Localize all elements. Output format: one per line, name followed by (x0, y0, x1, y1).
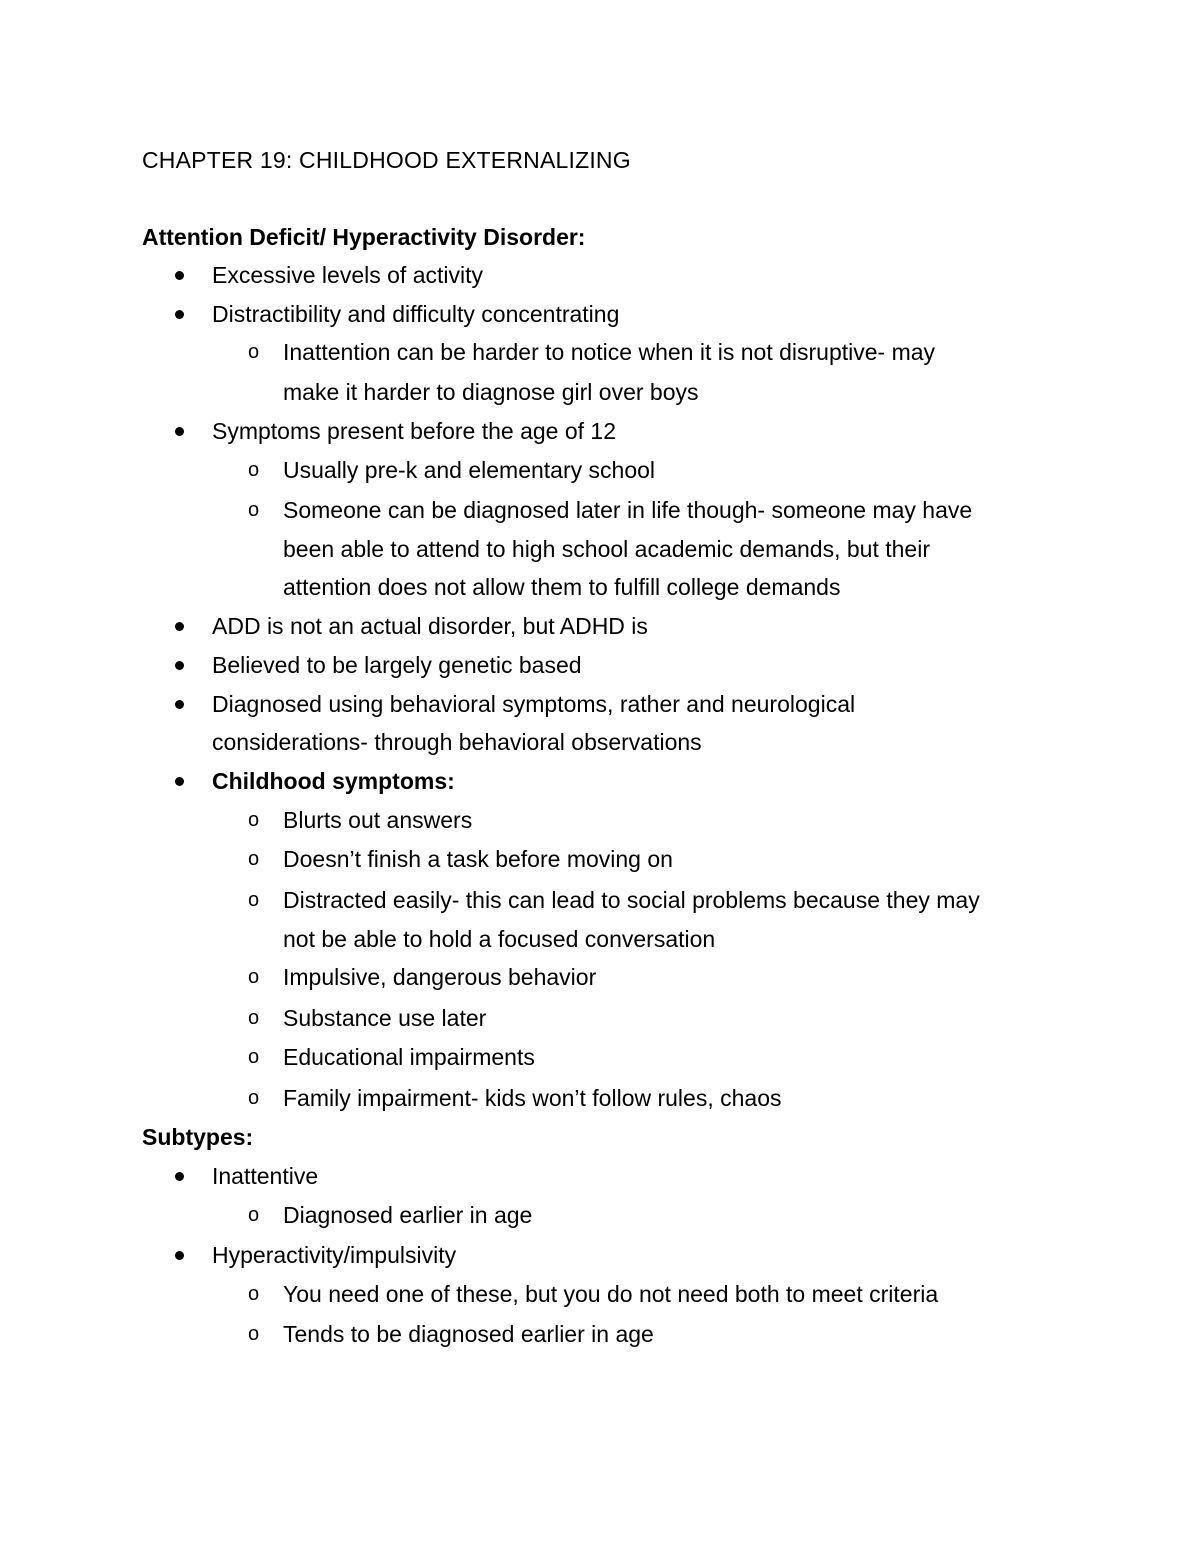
list-item: Substance use later (283, 1005, 487, 1031)
list-item: Tends to be diagnosed earlier in age (283, 1321, 654, 1347)
bullet-icon (175, 700, 184, 709)
sub-bullet-icon: o (248, 809, 260, 831)
list-item: Family impairment- kids won’t follow rules, chaos (283, 1085, 782, 1111)
list-item: Doesn’t finish a task before moving on (283, 846, 673, 872)
bullet-icon (175, 777, 184, 786)
bullet-icon (175, 1251, 184, 1260)
bullet-icon (175, 622, 184, 631)
list-item: Educational impairments (283, 1044, 535, 1070)
sub-bullet-icon: o (248, 341, 260, 363)
list-item: ADD is not an actual disorder, but ADHD is (212, 613, 648, 639)
list-item: Diagnosed using behavioral symptoms, rather and neurological (212, 691, 856, 717)
sub-bullet-icon: o (248, 848, 260, 870)
list-item: Excessive levels of activity (212, 262, 483, 288)
list-item: Diagnosed earlier in age (283, 1202, 533, 1228)
list-item: Hyperactivity/impulsivity (212, 1242, 457, 1268)
sub-bullet-icon: o (248, 499, 260, 521)
list-item: not be able to hold a focused conversation (283, 926, 716, 952)
list-item: You need one of these, but you do not need both to meet criteria (283, 1281, 939, 1307)
bullet-icon (175, 271, 184, 280)
list-item: Distracted easily- this can lead to social problems because they may (283, 887, 980, 913)
sub-bullet-icon: o (248, 1323, 260, 1345)
list-item: been able to attend to high school academic demands, but their (283, 536, 930, 562)
list-item: Impulsive, dangerous behavior (283, 964, 597, 990)
list-item: Believed to be largely genetic based (212, 652, 582, 678)
sub-bullet-icon: o (248, 966, 260, 988)
list-item: make it harder to diagnose girl over boys (283, 379, 699, 405)
list-item: Symptoms present before the age of 12 (212, 418, 617, 444)
sub-bullet-icon: o (248, 1046, 260, 1068)
sub-bullet-icon: o (248, 1283, 260, 1305)
bullet-icon (175, 661, 184, 670)
sub-bullet-icon: o (248, 1204, 260, 1226)
sub-bullet-icon: o (248, 889, 260, 911)
list-item: attention does not allow them to fulfill college demands (283, 574, 841, 600)
list-item: Inattentive (212, 1163, 319, 1189)
bullet-icon (175, 1172, 184, 1181)
list-item: Usually pre-k and elementary school (283, 457, 656, 483)
list-item: considerations- through behavioral observations (212, 729, 702, 755)
sub-bullet-icon: o (248, 459, 260, 481)
subtypes-heading: Subtypes: (142, 1124, 254, 1150)
list-item: Inattention can be harder to notice when it is not disruptive- may (283, 339, 936, 365)
list-item: Distractibility and difficulty concentrating (212, 301, 620, 327)
sub-bullet-icon: o (248, 1087, 260, 1109)
bullet-icon (175, 310, 184, 319)
list-item: Someone can be diagnosed later in life though- someone may have (283, 497, 973, 523)
list-item: Blurts out answers (283, 807, 473, 833)
adhd-heading: Attention Deficit/ Hyperactivity Disorder: (142, 224, 586, 250)
childhood-symptoms-heading: Childhood symptoms: (212, 768, 455, 794)
chapter-title: CHAPTER 19: CHILDHOOD EXTERNALIZING (142, 147, 631, 173)
sub-bullet-icon: o (248, 1007, 260, 1029)
bullet-icon (175, 427, 184, 436)
